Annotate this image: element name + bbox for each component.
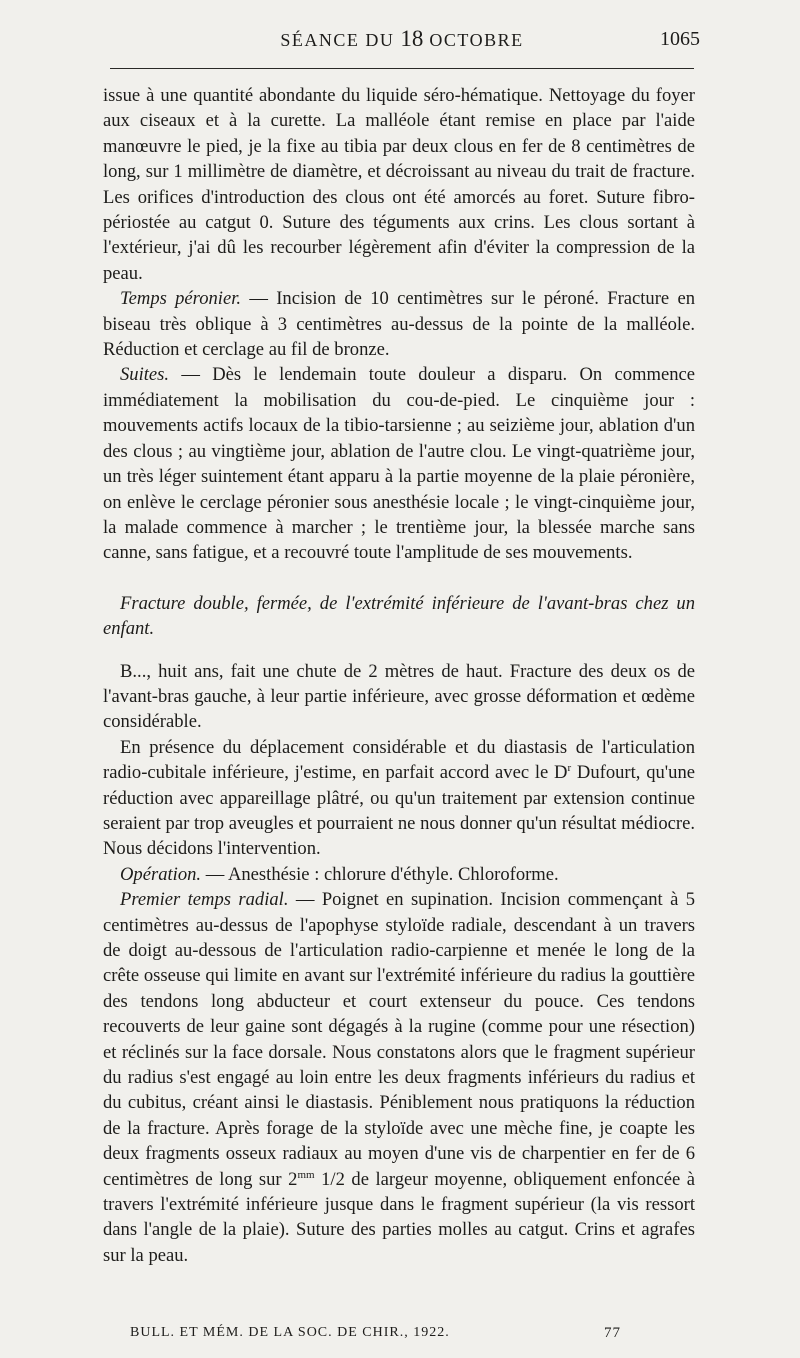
- operation-label: Opération.: [120, 863, 202, 885]
- suites-text: — Dès le lendemain toute douleur a disparu. On commence immédiatement la mobilisation du cou-de-pied. Le cinquième jour : mouvements actifs locaux de la tibio-tarsienne ; au seizième jour, ablation d'un des clous ; au vingtième jour, ablation de l'autre clou. Le vingt-quatrième jour, un très léger suintement étant apparu à la partie moyenne de la plaie péronière, on enlève le cerclage péronier sous anesthésie locale ; le vingt-cinquième jour, la malade commence à marcher ; le trentième jour, la blessée marche sans canne, sans fatigue, et a recouvré toute l'amplitude de ses mouvements.: [103, 364, 695, 564]
- suites-label: Suites.: [120, 364, 170, 386]
- paragraph-continuation: issue à une quantité abondante du liquide séro-hématique. Nettoyage du foyer aux ciseaux et à la curette. La malléole étant remise en place par l'aide manœuvre le pied, je la fixe au tibia par deux clous en fer de 8 centimètres de long, sur 1 millimètre de diamètre, et décroissant au niveau du trait de fracture. Les orifices d'introduction des clous ont été amorcés au foret. Suture fibro-périostée au catgut 0. Suture des téguments aux crins. Les clous sortant à l'extérieur, j'ai dû les recourber légèrement afin d'éviter la compression de la peau.: [103, 85, 695, 284]
- signature-number: 77: [604, 1325, 621, 1341]
- doctor-abbrev-sup: r: [567, 762, 572, 775]
- temps-peronier-label: Temps péronier.: [120, 288, 242, 310]
- header-title-month: OCTOBRE: [423, 30, 524, 50]
- body-text: [103, 83, 695, 1268]
- premier-temps-text-start: — Poignet en supination. Incision commençant à 5 centimètres au-dessus de l'apophyse styloïde radiale, descendant à un travers de doigt au-dessous de l'articulation radio-carpienne et menée le long de la crête osseuse qui limite en avant sur l'extrémité inférieure du radius la gouttière des tendons long abducteur et court extenseur du pouce. Ces tendons recouverts de leur gaine sont dégagés à la rugine (comme pour une résection) et réclinés sur la face dorsale. Nous constatons alors que le fragment supérieur du radius s'est engagé au loin entre les deux fragments inférieurs du radius et du cubitus, créant ainsi le diastasis. Péniblement nous pratiquons la réduction de la fracture. Après forage de la styloïde avec une mèche fine, je coapte les deux fragments osseux radiaux au moyen d'une vis de charpentier en fer de 6 centimètres de long sur 2: [103, 889, 695, 1190]
- running-header: [104, 26, 700, 52]
- indication-text-start: En présence du déplacement considérable et du diastasis de l'articulation radio-cubitale inférieure, j'estime, en parfait accord avec le D: [103, 736, 695, 784]
- header-rule: [110, 68, 694, 69]
- header-title-day: 18: [400, 26, 424, 51]
- premier-temps-label: Premier temps radial.: [120, 889, 289, 911]
- indication-text-end: Dufourt, qu'une réduction avec appareillage plâtré, ou qu'un traitement par extension continue seraient par trop aveugles et pourraient ne nous donner qu'un résultat médiocre. Nous décidons l'intervention.: [103, 762, 695, 860]
- page-footer: [130, 1325, 630, 1347]
- paragraph-operation: [103, 862, 695, 887]
- case-title: Fracture double, fermée, de l'extrémité inférieure de l'avant-bras chez un enfant.: [103, 592, 695, 640]
- millimetre-sup: mm: [297, 1168, 315, 1181]
- operation-text: — Anesthésie : chlorure d'éthyle. Chloroforme.: [201, 863, 559, 885]
- page-number: 1065: [660, 28, 700, 50]
- premier-temps-text-end: 1/2 de largeur moyenne, obliquement enfoncée à travers l'extrémité inférieure jusque dans le fragment supérieur (la vis ressort dans l'angle de la plaie). Suture des parties molles au catgut. Crins et agrafes sur la peau.: [103, 1168, 696, 1266]
- paragraph-case-intro: B..., huit ans, fait une chute de 2 mètres de haut. Fracture des deux os de l'avant-bras gauche, à leur partie inférieure, avec grosse déformation et œdème considérable.: [103, 660, 695, 733]
- journal-reference: BULL. ET MÉM. DE LA SOC. DE CHIR., 1922.: [130, 1325, 450, 1340]
- header-title-prefix: SÉANCE DU: [280, 30, 401, 50]
- paragraph-suites: [103, 362, 695, 565]
- temps-peronier-text: — Incision de 10 centimètres sur le péroné. Fracture en biseau très oblique à 3 centimètres au-dessus de la pointe de la malléole. Réduction et cerclage au fil de bronze.: [103, 288, 695, 361]
- paragraph-premier-temps: [103, 887, 695, 1268]
- header-title: [104, 26, 700, 52]
- paragraph-temps-peronier: [103, 286, 695, 362]
- paragraph-indication: [103, 735, 695, 862]
